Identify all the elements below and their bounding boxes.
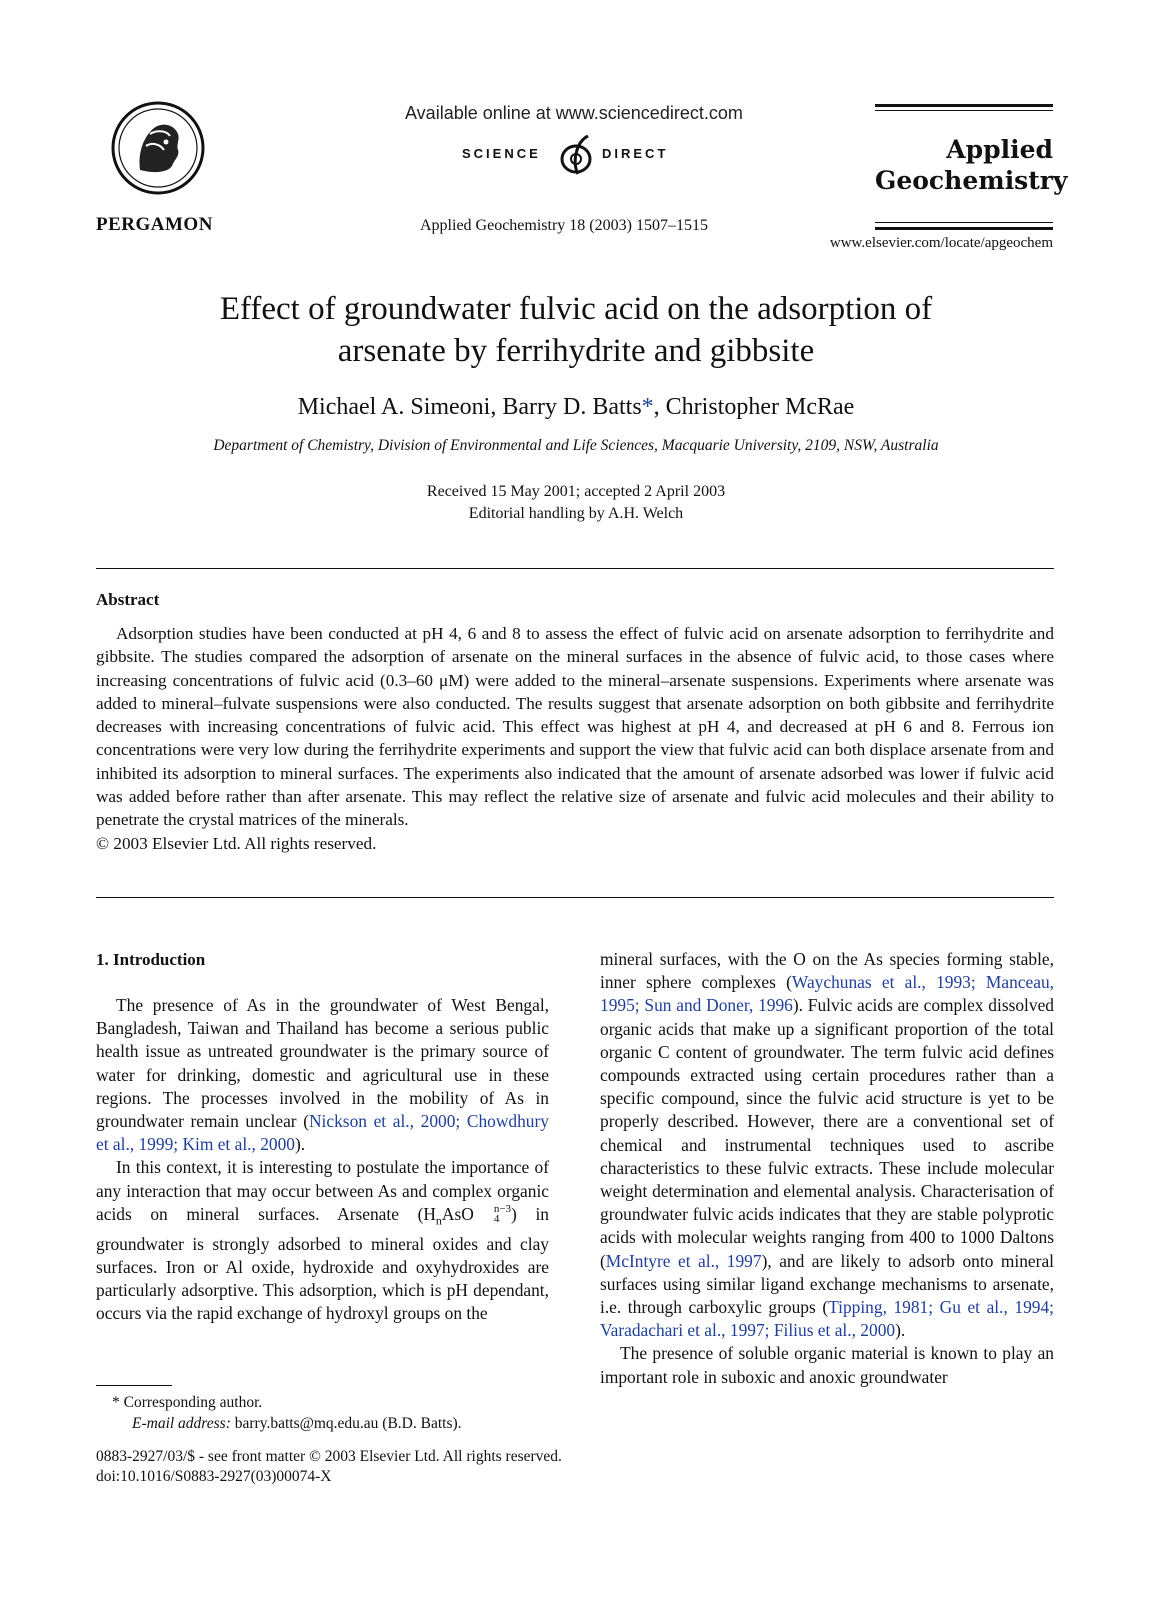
citation-link[interactable]: Waychunas et al., 1993; Manceau, 1995; Sun and Doner, 1996: [600, 972, 1054, 1016]
doi-line[interactable]: doi:10.1016/S0883-2927(03)00074-X: [96, 1468, 332, 1485]
abstract-rule-bottom: [96, 897, 1054, 898]
abstract-text: Adsorption studies have been conducted at pH 4, 6 and 8 to assess the effect of fulvic acid on arsenate adsorption to ferrihydrite and gibbsite. The studies compared the adsorption of arsenate on the mineral surfaces in the absence of fulvic acid, to those cases where increasing concentrations of fulvic acid (0.3–60 μM) were added to the mineral–arsenate suspensions. Experiments where arsenate was added to mineral–fulvate suspensions were also conducted. The results suggest that arsenate adsorption on both gibbsite and ferrihydrite decreases with increasing concentrations of fulvic acid. This effect was highest at pH 4, and decreased at pH 6 and 8. Ferrous ion concentrations were very low during the ferrihydrite experiments and support the view that fulvic acid can both displace arsenate from and inhibited its adsorption to mineral surfaces. The experiments also indicated that the amount of arsenate adsorbed was lower if fulvic acid was added before rather than after arsenate. This may reflect the relative size of arsenate and fulvic acid molecules and their ability to penetrate the crystal matrices of the minerals.: [96, 624, 1054, 830]
journal-rule-top-thin: [875, 110, 1053, 111]
publisher-emblem-icon: [110, 100, 206, 196]
column-right: [600, 948, 1054, 1389]
citation-link[interactable]: McIntyre et al., 1997: [605, 1250, 762, 1271]
intro-c2-b: ). Fulvic acids are complex dissolved organic acids that make up a significant proportion of the total organic C content of groundwater. The term fulvic acid defines compounds extracted using certain procedures rather than a specific compound, since the fulvic acid structure is yet to be properly described. However, there are a conventional set of chemical and instrumental techniques used to ascribe characteristics to these fulvic extracts. These include molecular weight determination and elemental analysis. Characterisation of groundwater fulvic acids indicates that they are stable polyprotic acids with molecular weights ranging from 400 to 1000 Daltons (: [600, 995, 1054, 1271]
arsenate-formula: AsO: [441, 1203, 474, 1224]
affiliation: Department of Chemistry, Division of Environmental and Life Sciences, Macquarie University, 2109, NSW, Australia: [213, 437, 939, 454]
section-heading-introduction: 1. Introduction: [96, 950, 206, 969]
sciencedirect-d-icon: [554, 132, 600, 178]
journal-name-line1: Applied: [946, 135, 1053, 164]
intro-p2-b: ) in groundwater is strongly adsorbed to mineral oxides and clay surfaces. Iron or Al oxide, hydroxide and oxyhydroxides are particularly adsorptive. This adsorption, which is pH dependant, occurs via the rapid exchange of hydroxyl groups on the: [96, 1203, 549, 1324]
subscript-4: 4: [493, 1212, 500, 1225]
intro-c2-c: ), and are likely to adsorb onto mineral surfaces using similar ligand exchange mechanisms to arsenate, i.e. through carboxylic groups (: [600, 1250, 1054, 1318]
corresponding-author-note: * Corresponding author.: [112, 1394, 263, 1411]
authors-part-b: , Christopher McRae: [653, 394, 855, 420]
title-line1: Effect of groundwater fulvic acid on the adsorption of: [219, 291, 933, 327]
intro-p2-a: In this context, it is interesting to postulate the importance of any interaction that may occur between As and complex organic acids on mineral surfaces. Arsenate (H: [96, 1157, 549, 1224]
title-line2: arsenate by ferrihydrite and gibbsite: [337, 333, 815, 369]
page-footer: [96, 1447, 562, 1487]
footnote: [112, 1392, 462, 1434]
intro-p1-end: ).: [295, 1134, 306, 1155]
email-value[interactable]: barry.batts@mq.edu.au (B.D. Batts).: [230, 1415, 462, 1432]
journal-citation: Applied Geochemistry 18 (2003) 1507–1515: [420, 217, 708, 234]
sd-left-text: SCIENCE: [462, 146, 541, 161]
sd-right-text: DIRECT: [602, 146, 669, 161]
front-matter-line: 0883-2927/03/$ - see front matter © 2003 Elsevier Ltd. All rights reserved.: [96, 1448, 562, 1465]
formula-scripts: [474, 1204, 511, 1224]
corresponding-author-marker[interactable]: *: [641, 394, 654, 420]
abstract-copyright: © 2003 Elsevier Ltd. All rights reserved.: [96, 833, 377, 853]
intro-p1-text: The presence of As in the groundwater of West Bengal, Bangladesh, Taiwan and Thailand has become a serious public health issue as untreated groundwater is the primary source of water for drinking, domestic and agricultural use in these regions. The processes involved in the mobility of As in groundwater remain unclear (: [96, 995, 549, 1132]
subscript-n: n: [435, 1213, 442, 1228]
journal-name: [875, 134, 1068, 196]
email-line: [112, 1413, 462, 1434]
intro-c2-d: ).: [895, 1320, 906, 1341]
intro-paragraph-1: [96, 994, 549, 1156]
footnote-rule: [96, 1385, 172, 1386]
editorial-handling: Editorial handling by A.H. Welch: [468, 505, 684, 522]
journal-name-line2: Geochemistry: [875, 166, 1068, 195]
article-title: [96, 288, 1056, 372]
journal-rule-bottom-thin: [875, 222, 1053, 223]
available-online-text: Available online at www.sciencedirect.com: [405, 103, 743, 123]
abstract-heading: Abstract: [96, 590, 160, 609]
email-label: E-mail address:: [132, 1415, 231, 1432]
abstract-rule-top: [96, 568, 1054, 569]
citation-link[interactable]: Tipping, 1981; Gu et al., 1994; Varadachari et al., 1997; Filius et al., 2000: [600, 1297, 1054, 1341]
publisher-name: PERGAMON: [96, 214, 213, 235]
intro-c2-a: mineral surfaces, with the O on the As species forming stable, inner sphere complexes (: [600, 949, 1054, 993]
intro-paragraph-2-cont: [600, 948, 1054, 1342]
intro-paragraph-3: The presence of soluble organic material is known to play an important role in suboxic and anoxic groundwater: [600, 1343, 1054, 1387]
citation-link[interactable]: Nickson et al., 2000; Chowdhury et al., 1999; Kim et al., 2000: [96, 1111, 549, 1155]
journal-url[interactable]: www.elsevier.com/locate/apgeochem: [829, 235, 1053, 251]
column-left: [96, 994, 549, 1325]
sciencedirect-logo: [462, 132, 700, 178]
article-dates: [96, 481, 1056, 525]
intro-paragraph-2: [96, 1156, 549, 1325]
abstract-body: [96, 622, 1054, 855]
journal-rule-top: [875, 104, 1053, 107]
received-dates: Received 15 May 2001; accepted 2 April 2003: [426, 483, 726, 500]
journal-rule-bottom: [875, 227, 1053, 230]
authors-part-a: Michael A. Simeoni, Barry D. Batts: [297, 394, 642, 420]
superscript-charge: n−3: [493, 1202, 512, 1215]
author-list: [96, 394, 1056, 421]
